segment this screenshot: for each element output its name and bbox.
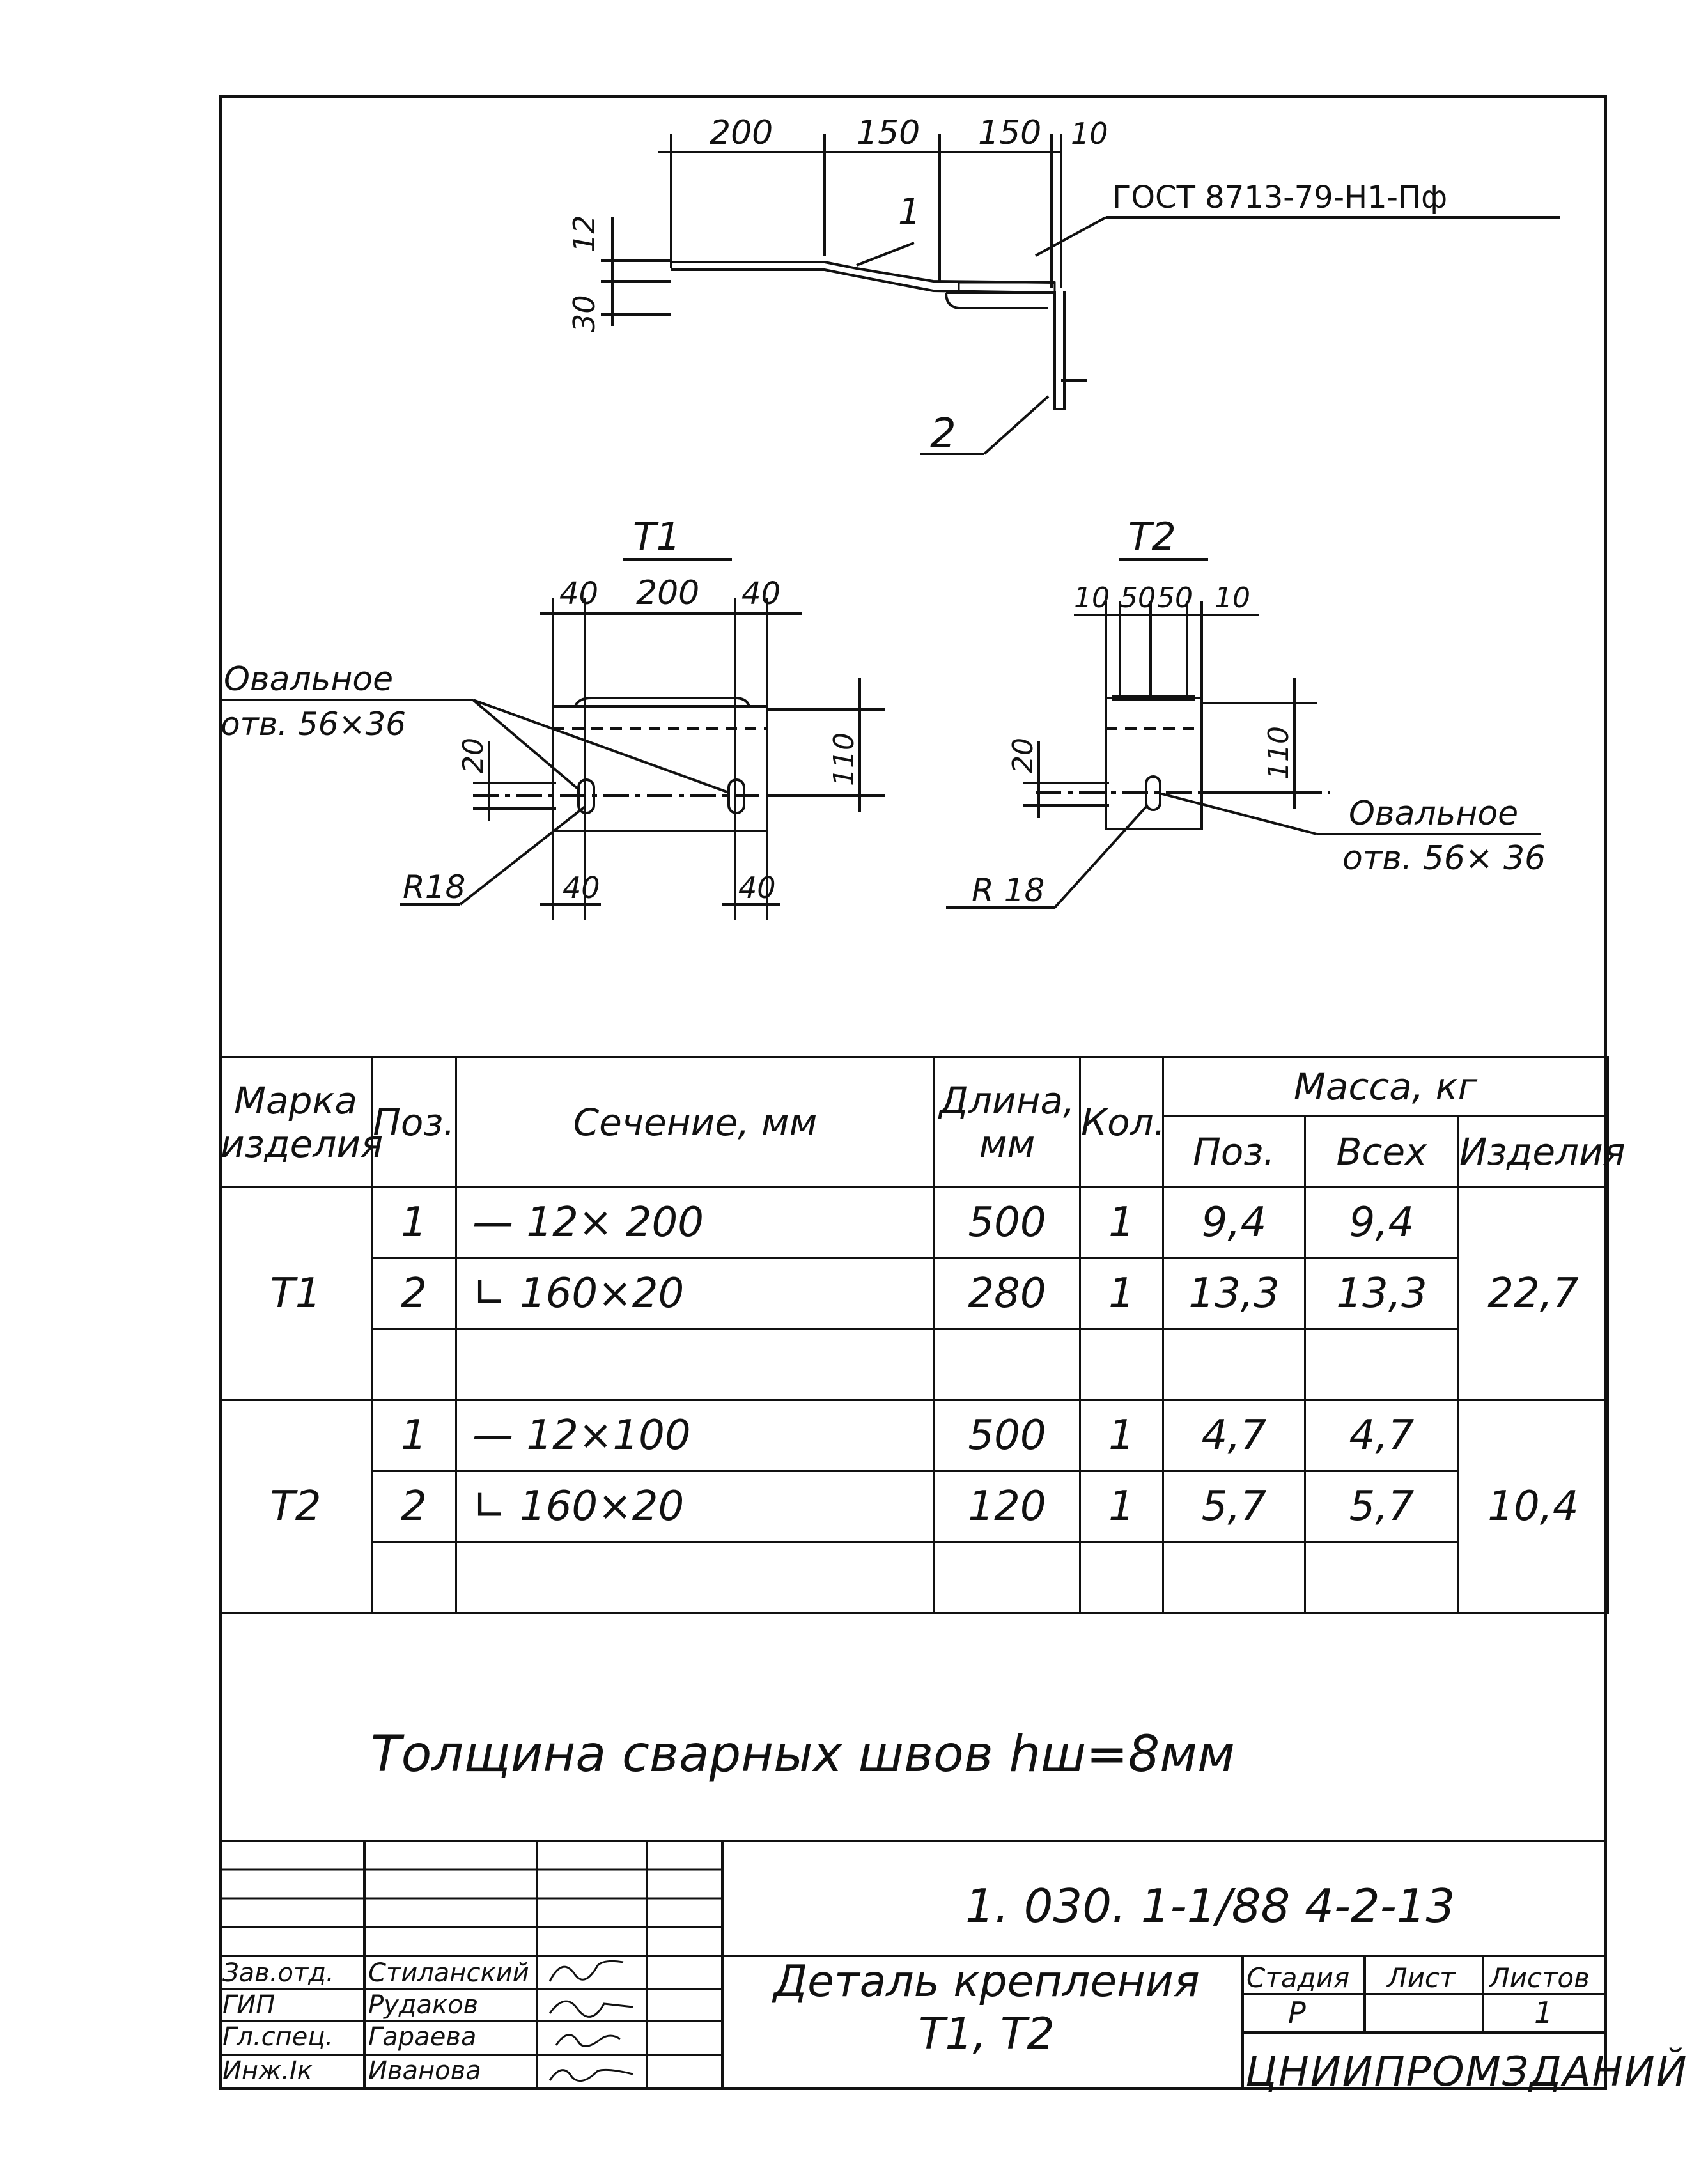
header-mass-pos: Поз. — [1163, 1117, 1305, 1188]
signature-4 — [550, 2070, 633, 2080]
dim-150a: 150 — [857, 114, 920, 152]
qty-cell: 1 — [1080, 1471, 1163, 1542]
header-qty: Кол. — [1080, 1057, 1163, 1188]
stage-value: Р — [1288, 1995, 1306, 2030]
pos-cell: 2 — [372, 1471, 456, 1542]
t1-dim-40b: 40 — [741, 576, 781, 612]
role-head-of-dept: Зав.отд. — [222, 1958, 334, 1988]
sheets-label: Листов — [1489, 1962, 1590, 1994]
t2-dim-20: 20 — [1007, 738, 1039, 773]
header-pos: Поз. — [372, 1057, 456, 1188]
name-3: Гараева — [368, 2022, 477, 2052]
t1-radius: R18 — [403, 869, 466, 906]
pos-cell: 1 — [372, 1400, 456, 1471]
item-mass-cell: 10,4 — [1459, 1400, 1608, 1613]
header-mass-all: Всех — [1305, 1117, 1459, 1188]
mass-all-cell: 5,7 — [1305, 1471, 1459, 1542]
stage-label: Стадия — [1246, 1962, 1350, 1994]
t2-radius: R 18 — [972, 872, 1045, 909]
header-mark: Марка изделия — [220, 1057, 372, 1188]
mark-cell: Т2 — [220, 1400, 372, 1613]
t1-hole-note-1: Овальное — [224, 660, 394, 699]
pos-cell: 1 — [372, 1188, 456, 1259]
qty-cell: 1 — [1080, 1259, 1163, 1329]
t2-dim-110: 110 — [1262, 726, 1295, 780]
role-chief-specialist: Гл.спец. — [222, 2022, 334, 2052]
sheets-value: 1 — [1534, 1995, 1553, 2030]
role-chief-engineer: ГИП — [222, 1990, 276, 2020]
mass-all-cell: 9,4 — [1305, 1188, 1459, 1259]
t2-dim-50b: 50 — [1157, 582, 1193, 614]
header-mass-item: Изделия — [1459, 1117, 1608, 1188]
t2-dim-10a: 10 — [1074, 582, 1110, 614]
t2-hole-note-1: Овальное — [1349, 794, 1519, 833]
t1-hole-note-2: отв. 56×36 — [221, 706, 407, 743]
document-code: 1. 030. 1-1/88 4-2-13 — [965, 1879, 1456, 1933]
t2-hole-note-2: отв. 56× 36 — [1342, 839, 1546, 878]
length-cell: 280 — [935, 1259, 1080, 1329]
document-title-line2: Т1, Т2 — [918, 2009, 1055, 2059]
signature-1 — [550, 1961, 623, 1981]
t2-dim-10b: 10 — [1215, 582, 1250, 614]
weld-note: Толщина сварных швов hш=8мм — [371, 1726, 1235, 1783]
organization-name: ЦНИИПРОМЗДАНИЙ — [1245, 2049, 1688, 2096]
t1-dim-40a: 40 — [559, 576, 599, 612]
t1-dim-110: 110 — [828, 732, 860, 786]
header-section: Сечение, мм — [456, 1057, 935, 1188]
sheet-label: Лист — [1387, 1962, 1456, 1994]
dim-150b: 150 — [978, 114, 1042, 152]
gost-callout: ГОСТ 8713-79-Н1-Пф — [1112, 180, 1448, 215]
dim-200: 200 — [710, 114, 773, 152]
mass-pos-cell: 5,7 — [1163, 1471, 1305, 1542]
pos-label-1: 1 — [898, 191, 921, 233]
signature-3 — [556, 2035, 620, 2047]
name-1: Стиланский — [368, 1958, 529, 1988]
document-title-line1: Деталь крепления — [773, 1956, 1200, 2007]
t2-title: Т2 — [1128, 515, 1176, 559]
signature-2 — [550, 2001, 633, 2017]
qty-cell: 1 — [1080, 1400, 1163, 1471]
length-cell: 120 — [935, 1471, 1080, 1542]
mark-cell: Т1 — [220, 1188, 372, 1400]
name-4: Иванова — [368, 2056, 481, 2086]
role-engineer: Инж.Iк — [222, 2056, 313, 2086]
qty-cell: 1 — [1080, 1188, 1163, 1259]
section-cell: — 12×100 — [456, 1400, 935, 1471]
section-cell: — 12× 200 — [456, 1188, 935, 1259]
t1-dim-40d: 40 — [738, 871, 776, 905]
t1-dim-40c: 40 — [563, 871, 600, 905]
name-2: Рудаков — [368, 1990, 479, 2020]
header-length: Длина, мм — [935, 1057, 1080, 1188]
mass-pos-cell: 9,4 — [1163, 1188, 1305, 1259]
dim-12: 12 — [567, 215, 602, 252]
mass-pos-cell: 4,7 — [1163, 1400, 1305, 1471]
header-mass: Масса, кг — [1163, 1057, 1608, 1117]
length-cell: 500 — [935, 1400, 1080, 1471]
dim-10: 10 — [1071, 116, 1108, 151]
section-cell: ∟ 160×20 — [456, 1471, 935, 1542]
mass-all-cell: 4,7 — [1305, 1400, 1459, 1471]
dim-30: 30 — [567, 295, 602, 332]
section-cell: ∟ 160×20 — [456, 1259, 935, 1329]
pos-cell: 2 — [372, 1259, 456, 1329]
t1-dim-200: 200 — [636, 574, 700, 612]
t1-dim-20: 20 — [457, 738, 490, 773]
pos-label-2: 2 — [930, 410, 956, 458]
mass-pos-cell: 13,3 — [1163, 1259, 1305, 1329]
length-cell: 500 — [935, 1188, 1080, 1259]
item-mass-cell: 22,7 — [1459, 1188, 1608, 1400]
t2-dim-50a: 50 — [1120, 582, 1156, 614]
mass-all-cell: 13,3 — [1305, 1259, 1459, 1329]
t1-title: Т1 — [633, 515, 681, 559]
